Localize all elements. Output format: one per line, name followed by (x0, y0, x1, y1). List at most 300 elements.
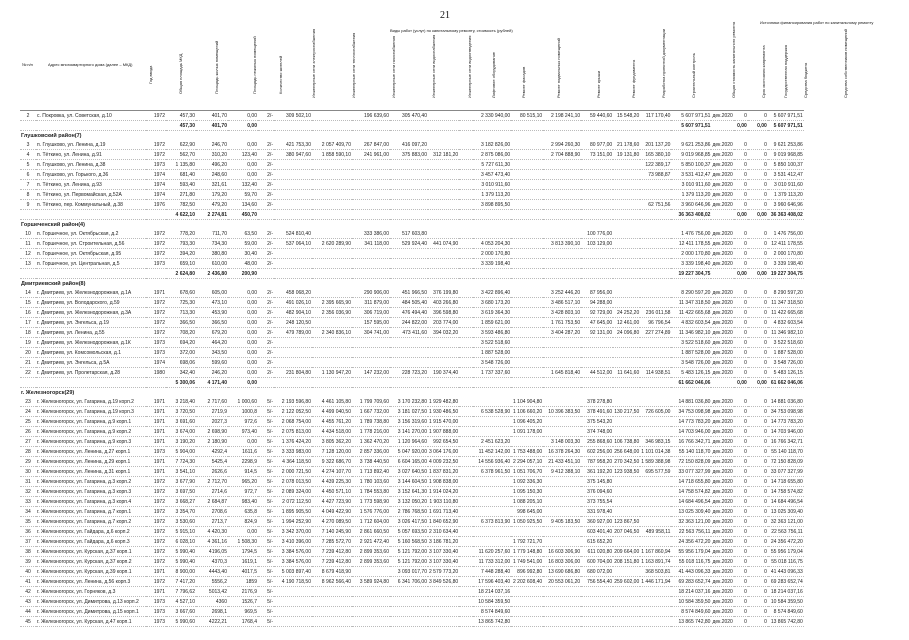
cell-addr: г. Железногорск, ул. Гагарина, д.9 корп.2 (36, 427, 146, 437)
cell-v3 (352, 170, 390, 180)
cell-v10 (581, 190, 613, 200)
cell-living: 2 180,90 (196, 437, 228, 447)
cell-addr: г. Железногорск, ул. Гагарина, д.7 корп.2 (36, 517, 146, 527)
cell-date: дек.2020 (712, 201, 733, 208)
cell-f3: 55 018 116,75 (768, 557, 804, 567)
cell-f3: 72 150 828,09 (768, 457, 804, 467)
cell-v1 (274, 170, 312, 180)
cell-v5: 3 107 330,40 (429, 558, 459, 565)
cell-f2: 0 (748, 547, 768, 557)
cell-v7: 2 875 086,00 (473, 150, 511, 160)
cell-f1: 0 (734, 537, 748, 547)
cell-v1: 3 384 576,00 (274, 547, 312, 557)
cell-area: 694,20 (166, 338, 196, 348)
cell-v3 (352, 358, 390, 368)
header-work-10: Ремонт фундамента (631, 59, 636, 98)
cell-v7: 6 378 961,50 (473, 467, 511, 477)
cell-f2: 0 (748, 249, 768, 259)
cell-v2 (312, 160, 352, 170)
cell-v8: 2 294 057,10 (513, 458, 543, 465)
cell-v12 (640, 348, 671, 358)
cell-v12 (640, 180, 671, 190)
cell-nonliv: 0,00 (228, 318, 258, 328)
cell-area: 678,60 (166, 288, 196, 298)
cell-v8 (511, 328, 543, 338)
table-header (0, 14, 909, 114)
cell-year: 1972 (146, 239, 166, 249)
cell-v5 (428, 229, 459, 239)
cell-nonliv: 132,40 (228, 180, 258, 190)
cell-n: 7 (20, 180, 36, 190)
cell-f1: 0 (734, 249, 748, 259)
cell-v3 (352, 259, 390, 269)
cell-v9 (543, 229, 581, 239)
section-label: г. Железногорск(29) (21, 389, 75, 396)
header-fin-1: Государственная поддержка (783, 45, 788, 98)
table-row (20, 249, 804, 259)
cell-living: 2 436,80 (196, 269, 228, 279)
cell-v10: 378 491,60 (581, 407, 613, 417)
cell-f2: 0 (748, 288, 768, 298)
cell-v7: 2 451 623,20 (473, 437, 511, 447)
cell-v12 (640, 298, 671, 308)
cell-f2: 0 (748, 111, 768, 121)
cell-res: 5/- (258, 597, 274, 607)
cell-f1: 0 (734, 150, 748, 160)
cell-v1: 537 064,10 (274, 239, 312, 249)
cell-v4 (390, 269, 428, 279)
table-row (20, 507, 804, 517)
cell-addr: г. Железногорск, ул. Димитрова, д.15 корп.1 (36, 607, 146, 617)
cell-v1: 2 072 112,50 (274, 497, 312, 507)
cell-v2: 4 274 107,70 (312, 467, 352, 477)
header-col-area: Общая площадь МКД (178, 53, 183, 94)
cell-v9 (543, 190, 581, 200)
cell-f1: 0 (734, 348, 748, 358)
cell-v1: 3 342 370,00 (274, 527, 312, 537)
cell-v5 (428, 170, 459, 180)
cell-living: 366,50 (196, 318, 228, 328)
cell-v8 (511, 368, 543, 378)
cell-v10 (581, 607, 613, 617)
cell-v6 (459, 487, 473, 497)
cell-year: 1971 (146, 437, 166, 447)
cell-v4: 529 924,40 (390, 239, 428, 249)
cell-v8: 80 515,10 (511, 111, 543, 121)
cell-v9: 2 198 241,10 (543, 111, 581, 121)
cell-date: дек.2020 (712, 349, 733, 356)
cell-v6 (459, 200, 473, 210)
cell-v10: 59 440,60 (581, 111, 613, 121)
cell-date: дек.2020 (712, 191, 733, 198)
cell-v9 (543, 249, 581, 259)
cell-v9: 16 378 264,30 (543, 447, 581, 457)
cell-v12 (640, 229, 671, 239)
cell-v9: 1 761 753,50 (543, 318, 581, 328)
cell-v11 (613, 288, 640, 298)
cell-v8: 1 779 148,80 (513, 548, 543, 555)
table-row (20, 190, 804, 200)
cell-v8 (511, 587, 543, 597)
cell-v8 (511, 239, 543, 249)
cell-v7: 14 556 936,40 (473, 457, 511, 467)
cell-f2: 0,00 (748, 210, 768, 220)
cell-v7: 3 339 198,40 (473, 259, 511, 269)
cell-v7 (473, 397, 511, 407)
cell-v3: 311 879,00 (352, 298, 390, 308)
cell-area: 3 218,40 (166, 397, 196, 407)
cell-year: 1972 (146, 507, 166, 517)
cell-v2 (312, 111, 352, 121)
cell-v1 (274, 121, 312, 131)
cell-v2 (312, 617, 352, 627)
cell-v9 (543, 170, 581, 180)
cell-n (20, 210, 36, 220)
cell-v2: 2 395 665,90 (312, 298, 352, 308)
cell-v12: 227 274,89 (640, 328, 671, 338)
cell-total: 3 522 518,60 (671, 338, 711, 348)
cell-total: 41 443 096,33 (671, 567, 711, 577)
table-row (20, 487, 804, 497)
cell-n: 16 (20, 308, 36, 318)
cell-res: 2/- (258, 190, 274, 200)
cell-n: 18 (20, 328, 36, 338)
cell-res: 5/- (258, 487, 274, 497)
cell-v3 (352, 121, 390, 131)
table-row (20, 617, 804, 627)
header-col-living: Площадь жилых помещений (214, 40, 219, 94)
cell-total: 14 718 655,80 (671, 477, 711, 487)
cell-v12 (640, 259, 671, 269)
cell-addr: п. Тёткино, ул. Ленина, д.93 (36, 180, 146, 190)
cell-nonliv: 1619,1 (228, 557, 258, 567)
cell-v11 (613, 587, 640, 597)
cell-v3: 1 773 598,90 (352, 497, 390, 507)
cell-f1: 0 (734, 318, 748, 328)
cell-res: 2/- (258, 111, 274, 121)
cell-res: 5/- (258, 587, 274, 597)
cell-v2: 4 455 761,20 (312, 417, 352, 427)
cell-v1: 5 003 897,40 (274, 567, 312, 577)
cell-v8: 1 088 205,10 (513, 498, 543, 505)
cell-living: 2 717,60 (196, 397, 228, 407)
cell-date: дек.2020 (712, 260, 733, 267)
cell-nonliv: 123,40 (228, 150, 258, 160)
cell-area: 3 541,10 (166, 467, 196, 477)
cell-res: 2/- (258, 368, 274, 378)
cell-v8 (511, 121, 543, 131)
cell-v2: 4 434 518,00 (312, 427, 352, 437)
cell-res: 5/- (258, 577, 274, 587)
cell-living: 2 274,81 (196, 210, 228, 220)
cell-year: 1972 (146, 111, 166, 121)
cell-f3: 1 379 113,20 (768, 190, 804, 200)
cell-v5 (428, 249, 459, 259)
cell-v5: 441 074,90 (428, 239, 459, 249)
cell-v7: 3 680 173,20 (473, 298, 511, 308)
cell-area: 3 354,70 (166, 507, 196, 517)
cell-area: 3 190,20 (166, 437, 196, 447)
cell-v7 (473, 487, 511, 497)
cell-n: 41 (20, 577, 36, 587)
header-work-1: Инженерные сети электроснабжения (311, 28, 316, 98)
cell-res: 2/- (258, 338, 274, 348)
cell-v11: 259 602,00 (614, 578, 640, 585)
cell-addr: г. Железногорск, ул. Гайдара, д.6 корп.2 (36, 527, 146, 537)
cell-v3: 157 595,00 (352, 318, 390, 328)
cell-v10: 378 278,80 (581, 397, 613, 407)
cell-v12: 489 958,11 (640, 527, 671, 537)
cell-date: дек.2020 (712, 329, 733, 336)
cell-v12 (640, 269, 671, 279)
cell-living: 479,20 (196, 200, 228, 210)
cell-v11 (613, 358, 640, 368)
cell-v4: 2 786 768,50 (390, 507, 428, 517)
cell-res: 2/- (258, 200, 274, 210)
cell-v12 (640, 417, 671, 427)
cell-v5 (428, 180, 459, 190)
cell-living: 2027,3 (196, 417, 228, 427)
cell-area: 681,40 (166, 170, 196, 180)
cell-res: 5/- (258, 607, 274, 617)
cell-v6 (459, 368, 473, 378)
cell-v1: 2 089 324,00 (274, 487, 312, 497)
cell-date: дек.2020 (712, 240, 733, 247)
cell-total: 61 662 046,06 (671, 378, 711, 388)
cell-nonliv: 0,00 (228, 288, 258, 298)
cell-v6 (459, 358, 473, 368)
cell-f3: 32 363 121,00 (768, 517, 804, 527)
cell-nonliv: 2298,9 (228, 457, 258, 467)
cell-living: 2 698,90 (196, 427, 228, 437)
cell-year: 1973 (146, 160, 166, 170)
cell-v1: 1 994 252,90 (274, 517, 312, 527)
cell-v6 (459, 378, 473, 388)
cell-addr: г. Железногорск, ул. Гагарина, д.3 корп.3 (36, 487, 146, 497)
cell-n: 14 (20, 288, 36, 298)
cell-res: 5/- (258, 427, 274, 437)
cell-v12 (640, 288, 671, 298)
cell-n: 39 (20, 557, 36, 567)
cell-v11 (613, 487, 640, 497)
cell-v11: 256 648,00 (614, 448, 640, 455)
page-number: 21 (440, 10, 450, 21)
cell-v2: 9 322 686,70 (312, 457, 352, 467)
cell-v11: 130 217,50 (614, 408, 640, 415)
cell-v10: 100 776,00 (581, 229, 613, 239)
cell-v8 (511, 318, 543, 328)
cell-total: 5 607 971,51 (671, 121, 711, 131)
cell-n: 12 (20, 249, 36, 259)
cell-f3: 36 363 408,02 (768, 210, 804, 220)
cell-v12: 1 101 014,38 (641, 448, 671, 455)
cell-date (711, 210, 733, 220)
cell-v11 (613, 180, 640, 190)
cell-v10 (581, 378, 613, 388)
cell-v2 (312, 259, 352, 269)
cell-v10 (581, 348, 613, 358)
cell-v10 (581, 358, 613, 368)
cell-v6 (459, 210, 473, 220)
cell-v7: 11 620 257,60 (473, 547, 511, 557)
cell-f1: 0 (734, 288, 748, 298)
cell-f3: 3 531 412,47 (768, 170, 804, 180)
section-header (20, 220, 804, 230)
cell-living: 4443,40 (196, 567, 228, 577)
cell-v11: 106 738,80 (614, 438, 640, 445)
cell-year: 1971 (146, 567, 166, 577)
cell-f3: 5 607 971,51 (768, 121, 804, 131)
cell-v8 (511, 150, 543, 160)
cell-v2: 4 450 571,10 (312, 487, 352, 497)
cell-v7: 3 457 473,40 (473, 170, 511, 180)
cell-v12 (640, 617, 671, 627)
cell-addr: г. Дмитриев, ул. Пролетарская, д.28 (36, 368, 146, 378)
cell-v7: 5 727 611,30 (473, 160, 511, 170)
cell-v12: 236 011,58 (640, 308, 671, 318)
cell-v2 (312, 180, 352, 190)
cell-date: дек.2020 (712, 468, 733, 475)
cell-nonliv: 1 508,30 (228, 537, 258, 547)
cell-v12: 117 170,40 (640, 111, 671, 121)
cell-v6 (459, 170, 473, 180)
cell-area: 6 028,10 (166, 537, 196, 547)
cell-v4 (390, 249, 428, 259)
cell-addr: п. Горшечное, ул. Октябрьская, д.2 (36, 229, 146, 239)
cell-total: 33 077 327,99 (671, 467, 711, 477)
cell-v12: 73 988,87 (640, 170, 671, 180)
cell-total: 3 548 726,00 (671, 358, 711, 368)
cell-v12 (640, 487, 671, 497)
cell-f1: 0 (734, 180, 748, 190)
cell-living: 321,61 (196, 180, 228, 190)
cell-v4: 476 494,40 (390, 308, 428, 318)
cell-res: 5/- (258, 557, 274, 567)
cell-v5 (428, 111, 459, 121)
cell-n: 32 (20, 487, 36, 497)
cell-v11 (613, 397, 640, 407)
cell-v4: 6 604 165,00 (390, 457, 428, 467)
cell-v8: 896 992,80 (511, 567, 543, 577)
cell-total: 3 339 198,40 (671, 259, 711, 269)
cell-v3: 196 639,60 (352, 111, 390, 121)
cell-f2: 0 (748, 607, 768, 617)
cell-living: 679,20 (196, 328, 228, 338)
cell-date: дек.2020 (712, 230, 733, 237)
cell-v2: 7 239 412,80 (312, 547, 352, 557)
cell-n: 36 (20, 527, 36, 537)
cell-year: 1972 (146, 497, 166, 507)
cell-f2: 0 (748, 397, 768, 407)
cell-v12 (640, 587, 671, 597)
cell-v11: 24 096,80 (613, 328, 640, 338)
cell-year: 1972 (146, 577, 166, 587)
cell-living: 2719,9 (196, 407, 228, 417)
cell-v8: 2 202 608,40 (513, 578, 543, 585)
cell-v2: 4 461 105,80 (312, 397, 352, 407)
cell-total: 22 563 756,11 (671, 527, 711, 537)
cell-addr: г. Железногорск, ул. Гагарина, д.7 корп.1 (36, 507, 146, 517)
cell-nonliv: 4017,5 (228, 567, 258, 577)
cell-n: 27 (20, 437, 36, 447)
cell-f2: 0 (748, 407, 768, 417)
cell-v6 (459, 547, 473, 557)
cell-v6 (459, 259, 473, 269)
cell-nonliv: 63,50 (228, 229, 258, 239)
cell-f2: 0 (748, 537, 768, 547)
cell-f3: 2 000 170,80 (768, 249, 804, 259)
cell-v12: 122 389,17 (640, 160, 671, 170)
cell-nonliv: 1000,8 (228, 407, 258, 417)
cell-v5 (428, 269, 459, 279)
cell-v9 (543, 617, 581, 627)
cell-v10 (581, 617, 613, 627)
cell-living: 246,20 (196, 368, 228, 378)
cell-v11 (613, 348, 640, 358)
cell-living: 2698,1 (196, 607, 228, 617)
cell-area: 3 677,90 (166, 477, 196, 487)
cell-total: 55 956 179,04 (671, 547, 711, 557)
cell-v11 (613, 497, 640, 507)
cell-v6 (459, 308, 473, 318)
cell-total: 34 753 098,98 (671, 407, 711, 417)
cell-v11 (613, 239, 640, 249)
cell-area: 2 624,80 (166, 269, 196, 279)
cell-v9 (543, 210, 581, 220)
cell-f2: 0 (748, 567, 768, 577)
cell-year: 1972 (146, 537, 166, 547)
cell-year: 1972 (146, 517, 166, 527)
cell-area: 457,30 (166, 111, 196, 121)
cell-date: дек.2020 (712, 289, 733, 296)
cell-v12: 695 577,59 (640, 467, 671, 477)
cell-addr: г. Дмитриев, ул. Железнодорожная, д.1К (36, 338, 146, 348)
cell-v11 (613, 507, 640, 517)
table-row (20, 407, 804, 417)
cell-f1: 0 (734, 397, 748, 407)
cell-addr: г. Дмитриев, ул. Железнодорожная, д.3А (36, 308, 146, 318)
cell-nonliv: 0,00 (228, 298, 258, 308)
cell-v7: 6 373 813,90 (473, 517, 511, 527)
cell-year: 1973 (146, 259, 166, 269)
cell-v2 (312, 121, 352, 131)
cell-v9: 9 405 183,50 (543, 517, 581, 527)
cell-v11 (613, 298, 640, 308)
table-row (20, 567, 804, 577)
cell-v7: 3 522 518,60 (473, 338, 511, 348)
cell-v12 (640, 427, 671, 437)
cell-v12 (640, 597, 671, 607)
cell-area: 3 530,60 (166, 517, 196, 527)
cell-v7: 3 548 726,00 (473, 358, 511, 368)
cell-f3: 55 140 118,70 (768, 447, 804, 457)
cell-v5 (428, 210, 459, 220)
cell-f3: 14 773 783,20 (768, 417, 804, 427)
subtotal-row (20, 378, 804, 388)
cell-f1: 0 (734, 577, 748, 587)
cell-f2: 0 (748, 617, 768, 627)
cell-addr: п. Горшечное, ул. Центральная, д.5 (36, 259, 146, 269)
cell-nonliv: 0,00 (228, 121, 258, 131)
cell-v3: 267 847,00 (352, 140, 390, 150)
cell-v8 (511, 298, 543, 308)
cell-v12: 1 446 171,94 (641, 578, 671, 585)
cell-v6 (459, 577, 473, 587)
cell-v4 (390, 259, 428, 269)
cell-res: 2/- (258, 348, 274, 358)
cell-v8: 1 095 150,30 (513, 488, 543, 495)
cell-v2 (312, 348, 352, 358)
